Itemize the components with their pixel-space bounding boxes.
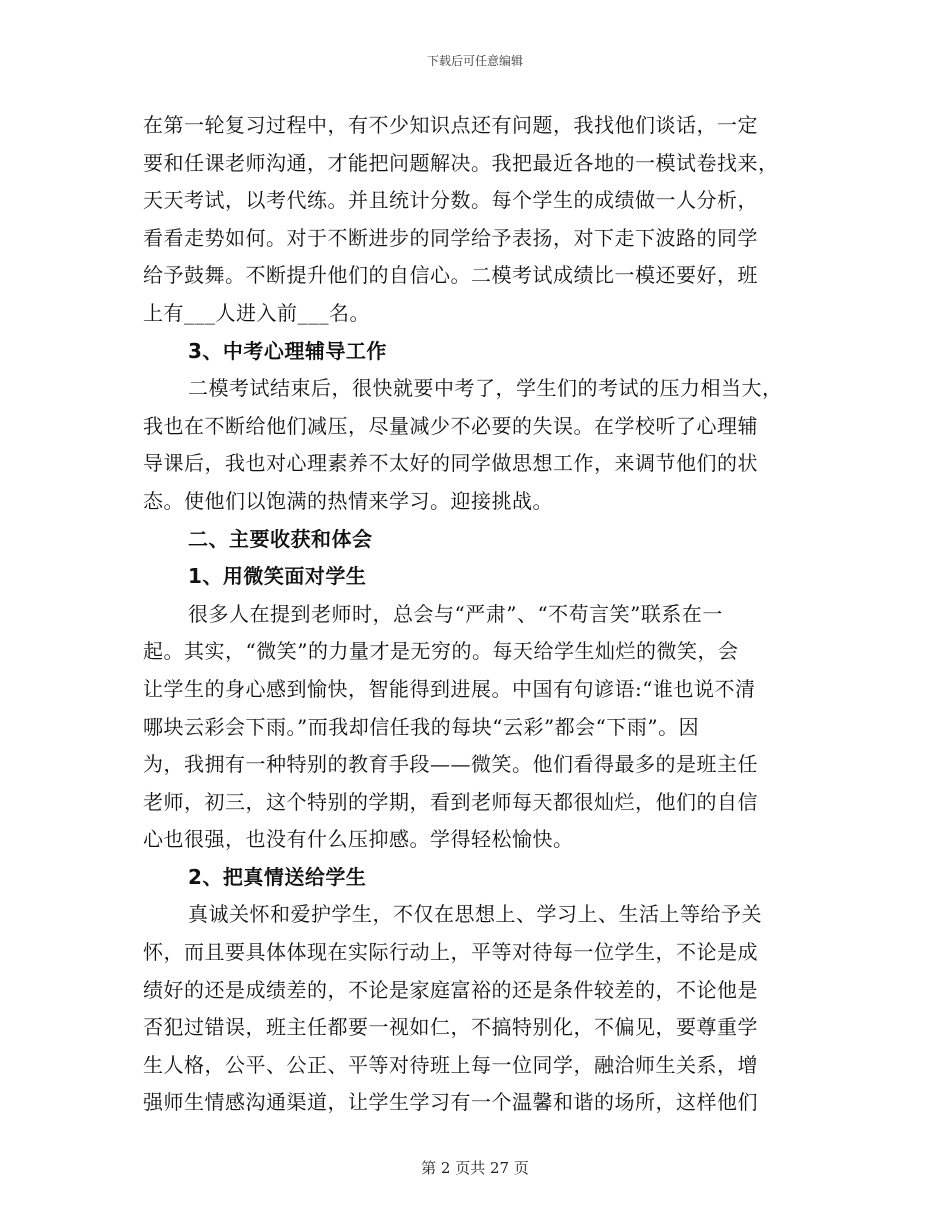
section-heading: 2、把真情送给学生 xyxy=(188,864,367,889)
paragraph-line: 天天考试，以考代练。并且统计分数。每个学生的成绩做一人分析， xyxy=(143,188,758,213)
paragraph-line: 老师，初三，这个特别的学期，看到老师每天都很灿烂，他们的自信 xyxy=(143,789,758,814)
paragraph-line: 强师生情感沟通渠道，让学生学习有一个温馨和谐的场所，这样他们 xyxy=(143,1090,758,1115)
page-number: 第 2 页共 27 页 xyxy=(421,1159,529,1177)
paragraph-line: 怀，而且要具体体现在实际行动上，平等对待每一位学生，不论是成 xyxy=(143,940,758,965)
paragraph-line: 二模考试结束后，很快就要中考了，学生们的考试的压力相当大， xyxy=(188,376,783,401)
paragraph-line: 看看走势如何。对于不断进步的同学给予表扬，对下走下波路的同学 xyxy=(143,225,758,250)
paragraph-line: 很多人在提到老师时，总会与“严肃”、“不苟言笑”联系在一 xyxy=(188,601,723,626)
paragraph-line: 让学生的身心感到愉快，智能得到进展。中国有句谚语:“谁也说不清 xyxy=(143,676,756,701)
section-heading: 3、中考心理辅导工作 xyxy=(188,338,387,363)
paragraph-line: 哪块云彩会下雨。”而我却信任我的每块“云彩”都会“下雨”。因 xyxy=(143,714,700,739)
paragraph-line: 给予鼓舞。不断提升他们的自信心。二模考试成绩比一模还要好，班 xyxy=(143,263,758,288)
paragraph-line: 生人格，公平、公正、平等对待班上每一位同学，融洽师生关系，增 xyxy=(143,1052,758,1077)
section-heading: 1、用微笑面对学生 xyxy=(188,564,367,589)
document-body xyxy=(143,107,807,1122)
paragraph-line: 心也很强，也没有什么压抑感。学得轻松愉快。 xyxy=(143,827,574,852)
paragraph-line: 导课后，我也对心理素养不太好的同学做思想工作，来调节他们的状 xyxy=(143,451,758,476)
paragraph-line: 真诚关怀和爱护学生，不仅在思想上、学习上、生活上等给予关 xyxy=(188,902,762,927)
paragraph-line: 态。使他们以饱满的热情来学习。迎接挑战。 xyxy=(143,488,553,513)
paragraph-line: 绩好的还是成绩差的，不论是家庭富裕的还是条件较差的，不论他是 xyxy=(143,977,758,1002)
paragraph-line: 为，我拥有一种特别的教育手段——微笑。他们看得最多的是班主任 xyxy=(143,752,758,777)
paragraph-line: 否犯过错误，班主任都要一视如仁，不搞特别化，不偏见，要尊重学 xyxy=(143,1015,758,1040)
section-heading: 二、主要收获和体会 xyxy=(188,526,373,551)
paragraph-line: 起。其实，“微笑”的力量才是无穷的。每天给学生灿烂的微笑，会 xyxy=(143,639,739,664)
paragraph-line: 我也在不断给他们减压，尽量减少不必要的失误。在学校听了心理辅 xyxy=(143,413,758,438)
paragraph-line: 在第一轮复习过程中，有不少知识点还有问题，我找他们谈话，一定 xyxy=(143,113,758,137)
paragraph-line: 上有___人进入前___名。 xyxy=(143,300,370,325)
page-header-note: 下载后可任意编辑 xyxy=(426,54,523,68)
paragraph-line: 要和任课老师沟通，才能把问题解决。我把最近各地的一模试卷找来， xyxy=(143,150,779,175)
